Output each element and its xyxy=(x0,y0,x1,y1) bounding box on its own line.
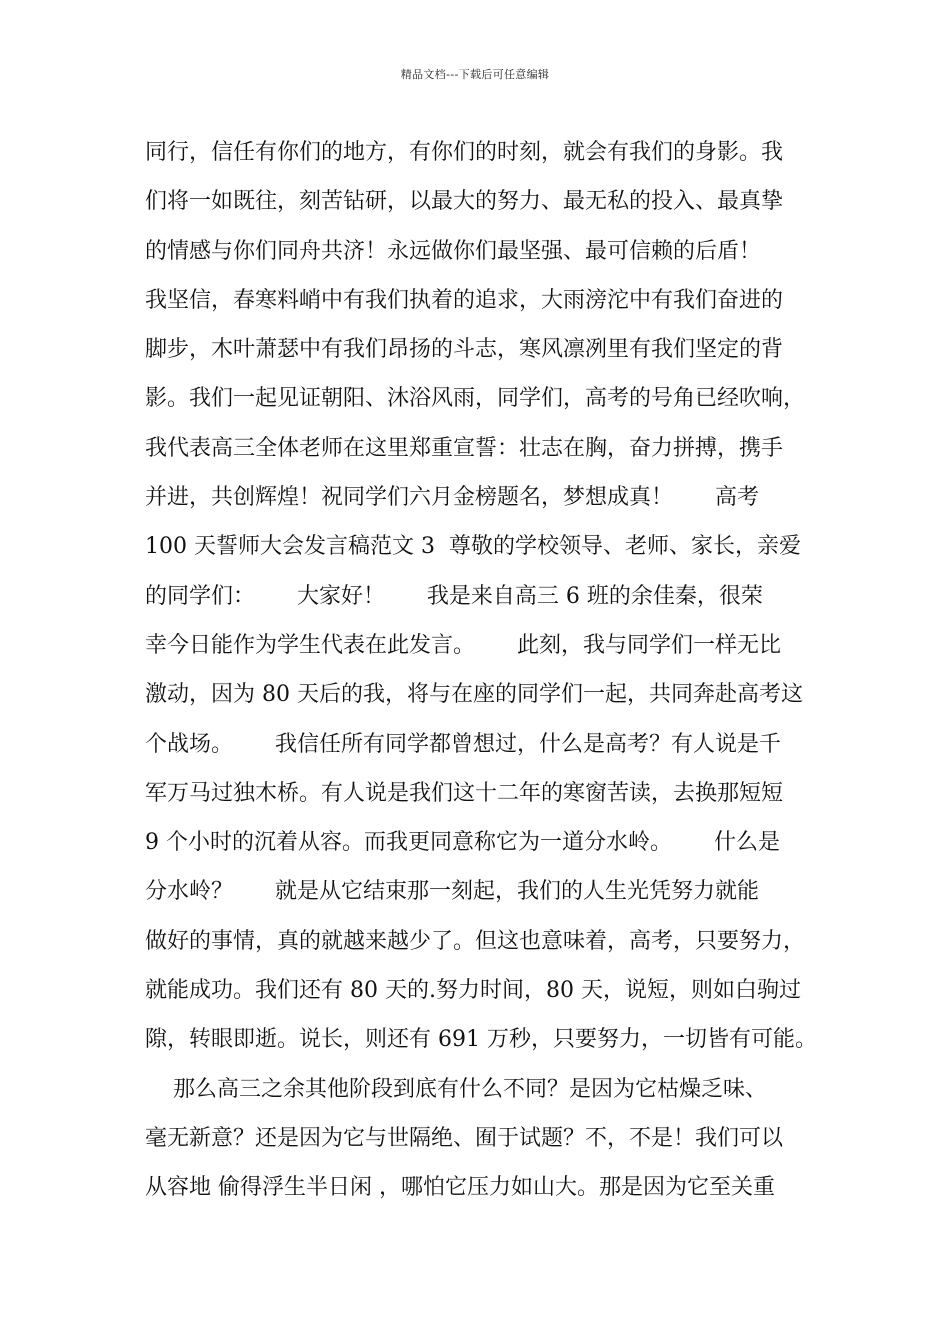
text-line: 的同学们： 大家好！ 我是来自高三 6 班的余佳秦，很荣 xyxy=(145,583,763,609)
text-line: 毫无新意？还是因为它与世隔绝、囿于试题？不，不是！我们可以 xyxy=(145,1125,784,1151)
page-header: 精品文档---下载后可任意编辑 xyxy=(400,68,550,81)
text-line: 们将一如既往，刻苦钻研，以最大的努力、最无私的投入、最真挚 xyxy=(145,189,784,215)
text-line: 并进，共创辉煌！祝同学们六月金榜题名，梦想成真！ 高考 xyxy=(145,485,759,511)
text-line: 做好的事情，真的就越来越少了。但这也意味着，高考，只要努力， xyxy=(145,928,806,954)
text-line: 隙，转眼即逝。说长，则还有 691 万秒，只要努力，一切皆有可能。 xyxy=(145,1027,817,1053)
text-line: 那么高三之余其他阶段到底有什么不同？是因为它枯燥乏味、 xyxy=(145,1076,767,1102)
text-line: 我坚信，春寒料峭中有我们执着的追求，大雨滂沱中有我们奋进的 xyxy=(145,287,784,313)
text-line: 9 个小时的沉着从容。而我更同意称它为一道分水岭。 什么是 xyxy=(145,830,780,856)
text-line: 分水岭？ 就是从它结束那一刻起，我们的人生光凭努力就能 xyxy=(145,879,759,905)
text-line: 我代表高三全体老师在这里郑重宣誓：壮志在胸，奋力拼搏，携手 xyxy=(145,435,784,461)
text-line: 军万马过独木桥。有人说是我们这十二年的寒窗苦读，去换那短短 xyxy=(145,780,784,806)
text-line: 同行，信任有你们的地方，有你们的时刻，就会有我们的身影。我 xyxy=(145,140,784,165)
text-line: 100 天誓师大会发言稿范文 3 尊敬的学校领导、老师、家长，亲爱 xyxy=(145,534,801,560)
document-body xyxy=(145,128,825,1213)
text-line: 脚步，木叶萧瑟中有我们昂扬的斗志，寒风凛冽里有我们坚定的背 xyxy=(145,337,784,363)
text-line: 激动，因为 80 天后的我，将与在座的同学们一起，共同奔赴高考这 xyxy=(145,682,803,708)
text-line: 幸今日能作为学生代表在此发言。 此刻，我与同学们一样无比 xyxy=(145,632,781,658)
text-line: 个战场。 我信任所有同学都曾想过，什么是高考？有人说是千 xyxy=(145,731,781,757)
text-line: 的情感与你们同舟共济！永远做你们最坚强、最可信赖的后盾！ xyxy=(145,238,762,264)
text-line: 影。我们一起见证朝阳、沐浴风雨，同学们，高考的号角已经吹响， xyxy=(145,386,806,412)
text-line: 就能成功。我们还有 80 天的.努力时间，80 天，说短，则如白驹过 xyxy=(145,978,801,1004)
text-line: 从容地 偷得浮生半日闲 ，哪怕它压力如山大。那是因为它至关重 xyxy=(145,1175,775,1201)
